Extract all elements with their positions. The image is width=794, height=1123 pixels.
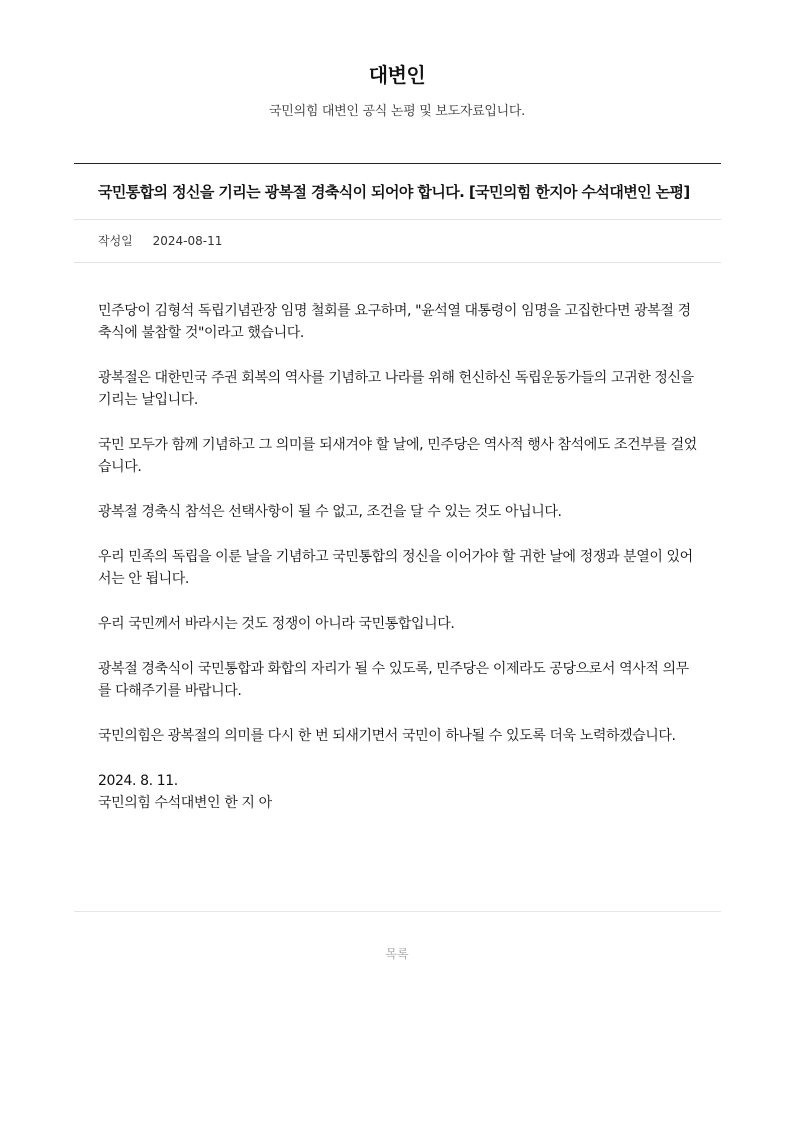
body-paragraph: 국민 모두가 함께 기념하고 그 의미를 되새겨야 할 날에, 민주당은 역사적 행사 참석에도 조건부를 걸었습니다. [98, 437, 697, 475]
bottom-divider [74, 911, 721, 912]
body-paragraph: 국민의힘은 광복절의 의미를 다시 한 번 되새기면서 국민이 하나될 수 있도록 더욱 노력하겠습니다. [98, 728, 676, 744]
body-paragraph: 우리 국민께서 바라시는 것도 정쟁이 아니라 국민통합입니다. [98, 616, 455, 632]
page-title: 대변인 [368, 63, 426, 87]
article-title: 국민통합의 정신을 기리는 광복절 경축식이 되어야 합니다. [국민의힘 한지아 수석대변인 논평] [74, 164, 721, 220]
article-body [74, 263, 721, 814]
page-subtitle: 국민의힘 대변인 공식 논평 및 보도자료입니다. [269, 104, 525, 119]
signature-date: 2024. 8. 11. [98, 773, 178, 789]
body-paragraph: 우리 민족의 독립을 이룬 날을 기념하고 국민통합의 정신을 이어가야 할 귀한 날에 정쟁과 분열이 있어서는 안 됩니다. [98, 549, 693, 587]
date-value: 2024-08-11 [152, 234, 223, 248]
article [74, 163, 721, 814]
signature-name: 국민의힘 수석대변인 한 지 아 [98, 795, 272, 811]
body-paragraph: 광복절 경축식 참석은 선택사항이 될 수 없고, 조건을 달 수 있는 것도 아닙니다. [98, 504, 562, 520]
article-meta [74, 220, 721, 263]
page-header [0, 0, 794, 121]
body-paragraph: 광복절 경축식이 국민통합과 화합의 자리가 될 수 있도록, 민주당은 이제라도 공당으로서 역사적 의무를 다해주기를 바랍니다. [98, 661, 689, 699]
date-label: 작성일 [98, 234, 133, 248]
body-paragraph: 광복절은 대한민국 주권 회복의 역사를 기념하고 나라를 위해 헌신하신 독립운동가들의 고귀한 정신을 기리는 날입니다. [98, 370, 694, 408]
body-paragraph: 민주당이 김형석 독립기념관장 임명 철회를 요구하며, "윤석열 대통령이 임명을 고집한다면 광복절 경축식에 불참할 것"이라고 했습니다. [98, 303, 691, 341]
list-button[interactable]: 목록 [385, 947, 409, 961]
